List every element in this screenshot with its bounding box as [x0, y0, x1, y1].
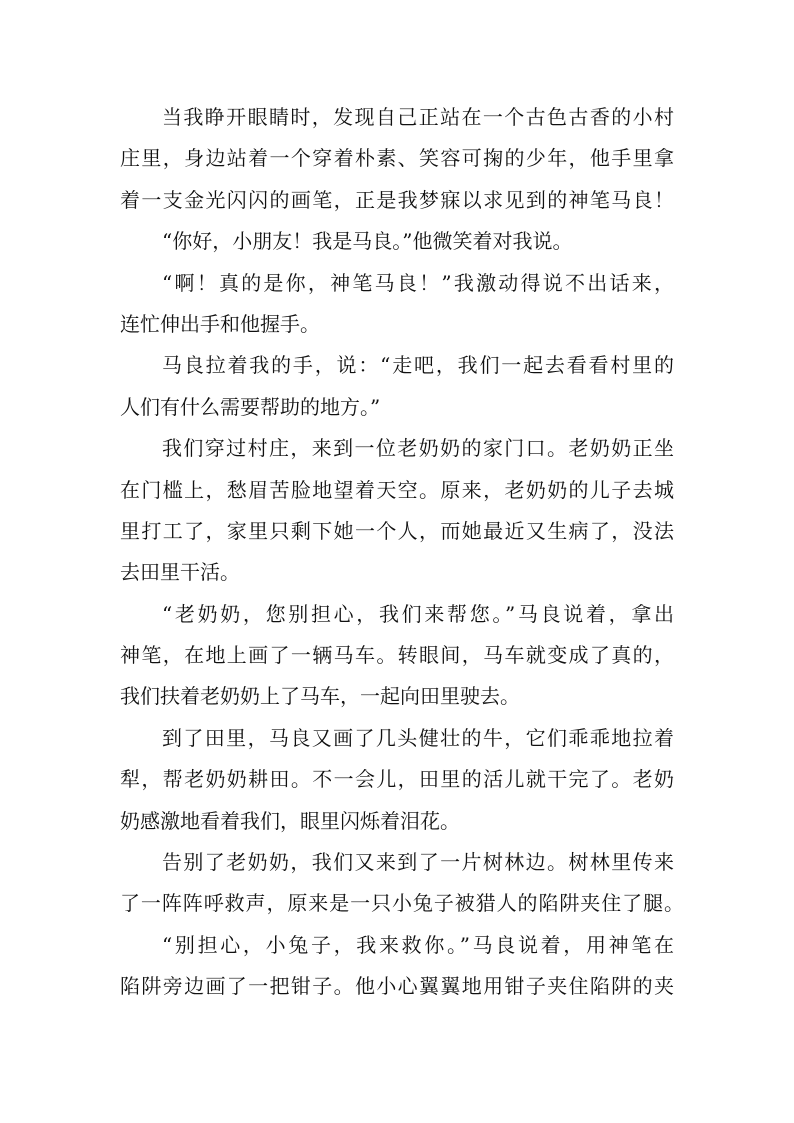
text-line: “老奶奶，您别担心，我们来帮您。”马良说着，拿出: [162, 601, 674, 626]
paragraph: [120, 428, 674, 594]
text-line: 我们穿过村庄，来到一位老奶奶的家门口。老奶奶正坐: [162, 436, 674, 461]
paragraph: [120, 718, 674, 842]
text-line: 连忙伸出手和他握手。: [120, 311, 320, 336]
text-line: 当我睁开眼睛时，发现自己正站在一个古色古香的小村: [162, 105, 674, 129]
text-line: 告别了老奶奶，我们又来到了一片树林边。树林里传来: [162, 850, 674, 875]
text-line: 庄里，身边站着一个穿着朴素、笑容可掬的少年，他手里拿: [120, 146, 674, 171]
text-line: “啊！真的是你，神笔马良！”我激动得说不出话来，: [162, 270, 674, 295]
text-line: 着一支金光闪闪的画笔，正是我梦寐以求见到的神笔马良！: [120, 187, 674, 212]
text-line: 去田里干活。: [120, 560, 240, 585]
paragraph: [120, 263, 674, 346]
text-line: 犁，帮老奶奶耕田。不一会儿，田里的活儿就干完了。老奶: [120, 767, 674, 792]
paragraph: [120, 925, 674, 1008]
text-line: 在门槛上，愁眉苦脸地望着天空。原来，老奶奶的儿子去城: [120, 477, 674, 502]
text-line: “你好，小朋友！我是马良。”他微笑着对我说。: [162, 229, 573, 254]
paragraph: [120, 842, 684, 925]
text-line: 了一阵阵呼救声，原来是一只小兔子被猎人的陷阱夹住了腿。: [120, 891, 684, 916]
text-line: “别担心，小兔子，我来救你。”马良说着，用神笔在: [162, 932, 674, 957]
text-line: 里打工了，家里只剩下她一个人，而她最近又生病了，没法: [120, 518, 674, 543]
paragraph: [120, 97, 674, 221]
text-line: 马良拉着我的手，说：“走吧，我们一起去看看村里的: [162, 353, 674, 378]
text-line: 人们有什么需要帮助的地方。”: [120, 394, 381, 419]
paragraph: [120, 345, 674, 428]
paragraph: [120, 221, 674, 262]
text-line: 我们扶着老奶奶上了马车，一起向田里驶去。: [120, 684, 520, 709]
story-body: [120, 97, 684, 1008]
text-line: 奶感激地看着我们，眼里闪烁着泪花。: [120, 808, 460, 833]
text-line: 陷阱旁边画了一把钳子。他小心翼翼地用钳子夹住陷阱的夹: [120, 974, 674, 999]
paragraph: [120, 594, 674, 718]
text-line: 到了田里，马良又画了几头健壮的牛，它们乖乖地拉着: [162, 725, 674, 750]
text-line: 神笔，在地上画了一辆马车。转眼间，马车就变成了真的，: [120, 643, 674, 668]
